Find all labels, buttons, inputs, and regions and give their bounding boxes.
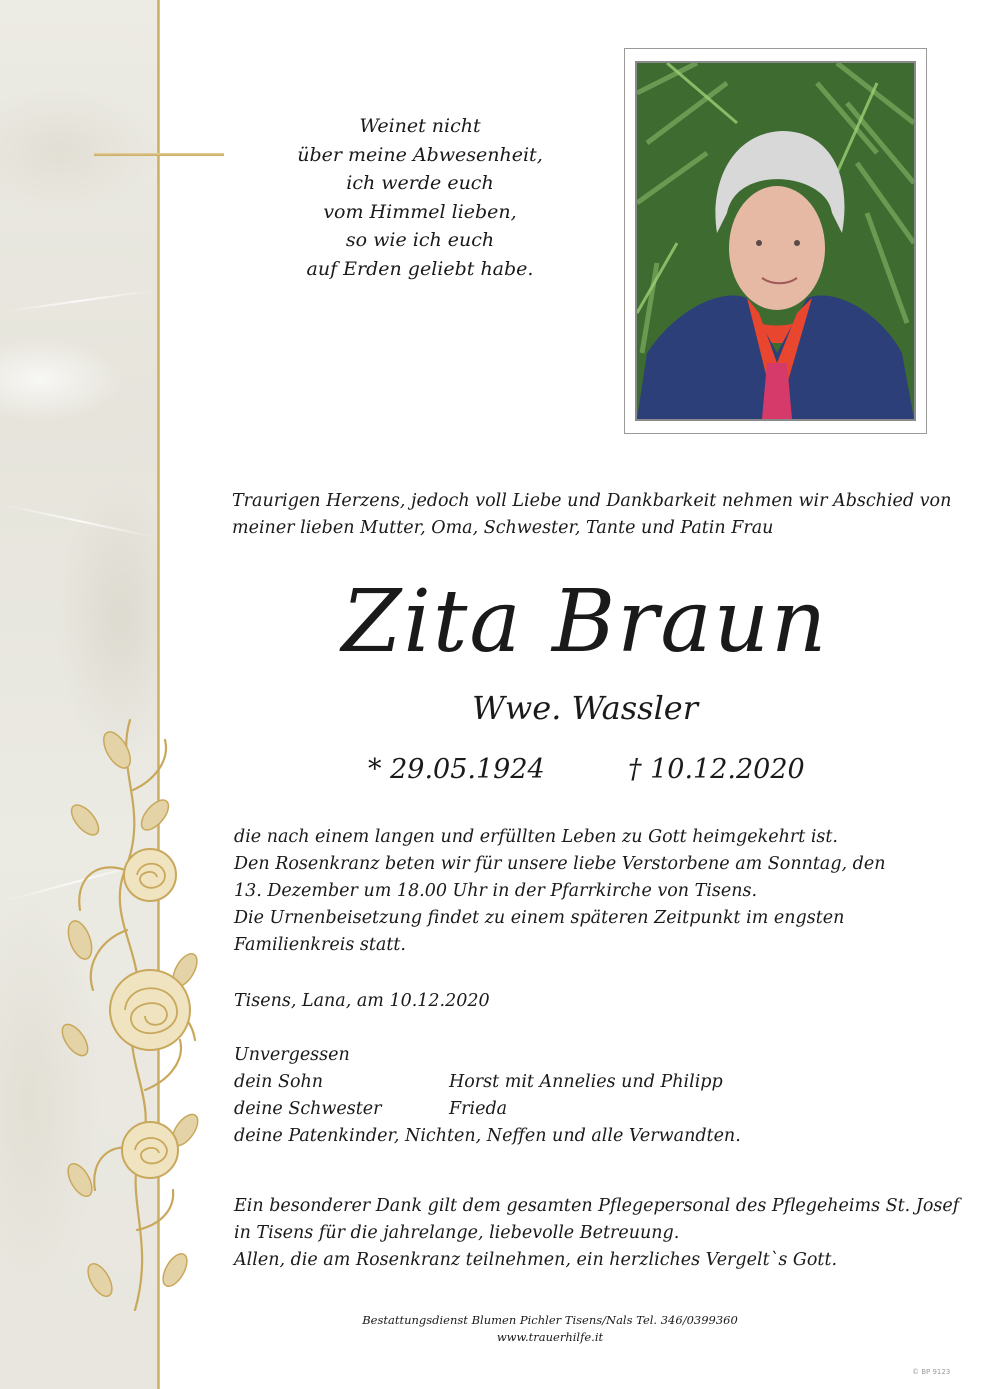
mourners-closing: deine Patenkinder, Nichten, Neffen und alle Verwandten. — [234, 1126, 741, 1146]
body-line: Die Urnenbeisetzung findet zu einem späteren Zeitpunkt im engsten — [234, 908, 845, 928]
thanks-line: Allen, die am Rosenkranz teilnehmen, ein herzliches Vergelt`s Gott. — [234, 1250, 838, 1270]
footer-website: www.trauerhilfe.it — [496, 1330, 604, 1344]
mourner-row — [234, 1069, 934, 1096]
poem-line: vom Himmel lieben, — [323, 200, 517, 223]
poem-line: Weinet nicht — [359, 115, 481, 137]
poem-line: auf Erden geliebt habe. — [306, 257, 534, 280]
funeral-service-footer — [300, 1312, 800, 1346]
thanks-line: in Tisens für die jahrelange, liebevolle Betreuung. — [234, 1223, 680, 1243]
intro-text — [232, 488, 952, 542]
poem-line: ich werde euch — [346, 172, 494, 194]
gold-cross-bar — [94, 153, 224, 156]
footer-line: Bestattungsdienst Blumen Pichler Tisens/Nals Tel. 346/0399360 — [362, 1313, 738, 1327]
memorial-poem — [280, 112, 560, 283]
template-code: © BP 9123 — [912, 1368, 951, 1376]
deceased-name: Zita Braun — [341, 572, 829, 672]
mourner-relation: dein Sohn — [234, 1072, 324, 1092]
body-line: die nach einem langen und erfüllten Leben zu Gott heimgekehrt ist. — [234, 827, 838, 847]
thanks-line: Ein besonderer Dank gilt dem gesamten Pflegepersonal des Pflegeheims St. Josef — [234, 1196, 960, 1216]
body-line: Den Rosenkranz beten wir für unsere liebe Verstorbene am Sonntag, den — [234, 854, 886, 874]
body-line: Familienkreis statt. — [234, 935, 406, 955]
mourner-row — [234, 1096, 934, 1123]
portrait-photo — [635, 61, 916, 421]
deceased-subname: Wwe. Wassler — [471, 689, 699, 727]
mourners-heading: Unvergessen — [234, 1045, 350, 1065]
mourner-names: Frieda — [449, 1099, 508, 1119]
body-line: 13. Dezember um 18.00 Uhr in der Pfarrkirche von Tisens. — [234, 881, 758, 901]
announcement-text — [234, 824, 934, 959]
death-date: † 10.12.2020 — [628, 754, 805, 785]
poem-line: über meine Abwesenheit, — [297, 143, 543, 166]
birth-date: * 29.05.1924 — [368, 754, 545, 785]
thanks-text — [234, 1193, 960, 1274]
portrait-frame — [624, 48, 927, 434]
mourner-names: Horst mit Annelies und Philipp — [449, 1072, 723, 1092]
intro-line: Traurigen Herzens, jedoch voll Liebe und Dankbarkeit nehmen wir Abschied von — [232, 491, 952, 511]
mourners-list — [234, 1042, 934, 1150]
poem-line: so wie ich euch — [345, 229, 495, 251]
mourner-relation: deine Schwester — [234, 1099, 382, 1119]
place-date: Tisens, Lana, am 10.12.2020 — [234, 991, 490, 1011]
intro-line: meiner lieben Mutter, Oma, Schwester, Tante und Patin Frau — [232, 518, 774, 538]
gold-rose-ornament — [55, 710, 215, 1330]
